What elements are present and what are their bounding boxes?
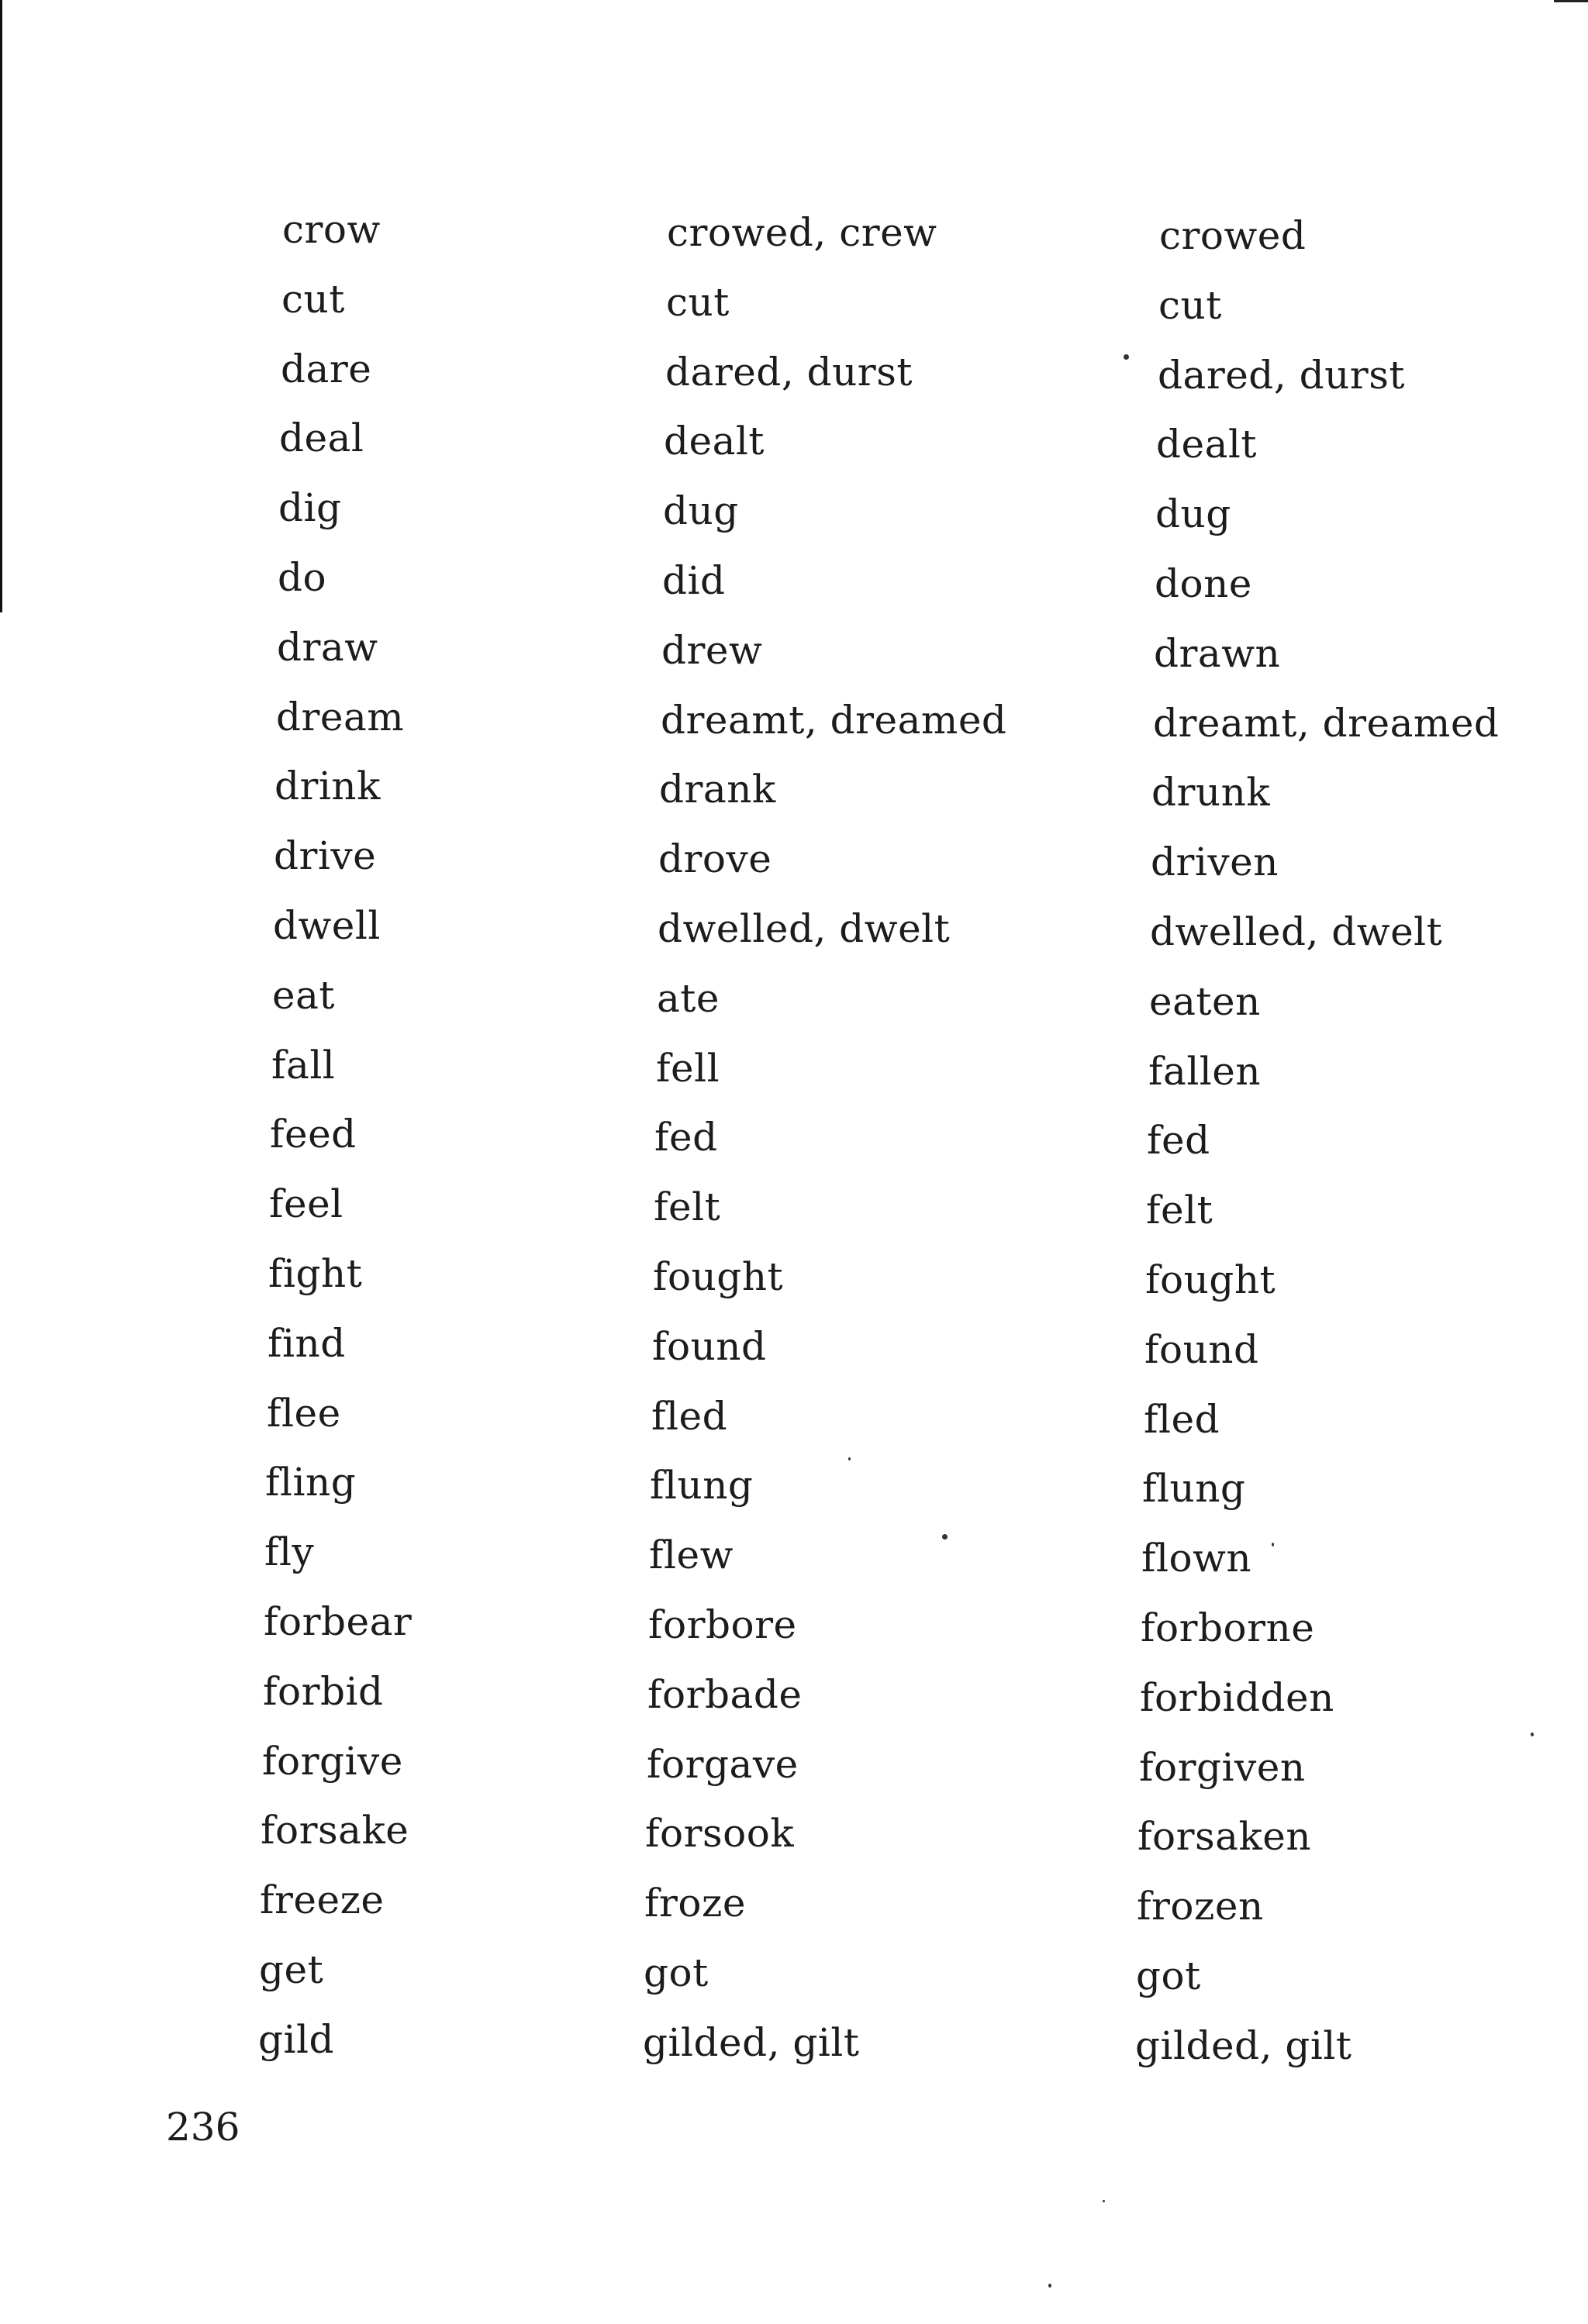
page-number: 236 — [166, 2105, 240, 2150]
base-form: fall — [271, 1042, 336, 1088]
print-speck — [1531, 1733, 1534, 1736]
base-form: drive — [274, 833, 377, 879]
past-tense: forsook — [645, 1811, 795, 1857]
verb-row — [248, 1738, 1551, 1800]
past-tense: flung — [650, 1463, 754, 1509]
base-form: find — [268, 1320, 346, 1366]
past-tense: fled — [651, 1393, 728, 1439]
base-form: forsake — [261, 1808, 409, 1853]
past-participle: dealt — [1156, 422, 1257, 467]
past-participle: fought — [1145, 1257, 1276, 1302]
past-participle: got — [1136, 1953, 1201, 1998]
past-participle: flown — [1141, 1536, 1252, 1581]
verb-row — [248, 276, 1551, 338]
base-form: deal — [279, 415, 364, 461]
print-speck — [1048, 2284, 1051, 2288]
past-participle: cut — [1158, 282, 1222, 328]
base-form: flee — [267, 1390, 341, 1436]
past-participle: found — [1144, 1326, 1259, 1372]
past-tense: cut — [666, 279, 730, 325]
verb-row — [248, 763, 1551, 825]
verb-row — [248, 972, 1551, 1034]
past-tense: drove — [658, 836, 772, 882]
past-tense: dug — [663, 488, 739, 534]
base-form: gild — [258, 2016, 334, 2062]
base-form: drink — [274, 764, 381, 809]
past-participle: forgiven — [1139, 1744, 1306, 1790]
verb-row — [248, 1111, 1551, 1173]
verb-row — [248, 554, 1551, 616]
past-tense: fed — [654, 1115, 718, 1160]
print-speck — [1124, 354, 1129, 360]
verb-row — [248, 1459, 1551, 1521]
print-speck — [942, 1534, 948, 1540]
verb-row — [248, 902, 1551, 964]
past-participle: crowed — [1159, 213, 1307, 258]
base-form: fly — [264, 1529, 315, 1575]
past-tense: got — [644, 1950, 709, 1995]
past-tense: felt — [654, 1184, 721, 1230]
past-participle: forsaken — [1137, 1814, 1312, 1860]
base-form: do — [278, 555, 327, 600]
past-tense: forbore — [648, 1602, 797, 1647]
past-participle: flung — [1142, 1466, 1246, 1512]
past-participle: frozen — [1137, 1884, 1264, 1929]
verb-row — [248, 1598, 1551, 1660]
past-tense: dealt — [664, 419, 765, 464]
base-form: forbear — [264, 1599, 413, 1644]
past-tense: dreamt, dreamed — [661, 697, 1007, 743]
past-participle: eaten — [1149, 978, 1261, 1024]
past-participle: dwelled, dwelt — [1150, 909, 1443, 954]
base-form: dig — [278, 485, 342, 531]
past-tense: drew — [661, 627, 763, 673]
base-form: forgive — [262, 1738, 403, 1784]
verb-row — [248, 206, 1551, 268]
base-form: dare — [281, 346, 372, 391]
past-participle: drunk — [1151, 770, 1271, 815]
base-form: eat — [272, 972, 335, 1018]
base-form: fling — [265, 1460, 357, 1505]
verb-row — [248, 1390, 1551, 1452]
past-participle: forborne — [1141, 1605, 1315, 1650]
past-participle: dared, durst — [1158, 352, 1405, 398]
past-tense: dared, durst — [665, 349, 913, 395]
verb-row — [248, 1668, 1551, 1730]
past-tense: forgave — [647, 1741, 799, 1787]
past-participle: dreamt, dreamed — [1153, 700, 1500, 746]
base-form: draw — [277, 624, 378, 670]
base-form: feel — [269, 1181, 343, 1227]
past-participle: drawn — [1154, 630, 1281, 676]
past-tense: forbade — [647, 1671, 803, 1717]
print-speck — [848, 1457, 851, 1460]
past-participle: fled — [1144, 1396, 1220, 1442]
past-participle: forbidden — [1140, 1674, 1334, 1720]
corner-mark — [1554, 0, 1588, 2]
past-tense: fought — [653, 1254, 784, 1299]
base-form: dwell — [273, 903, 381, 948]
verb-row — [248, 484, 1551, 547]
past-tense: crowed, crew — [667, 210, 937, 255]
past-participle: dug — [1155, 491, 1231, 537]
past-tense: gilded, gilt — [643, 2019, 860, 2065]
past-tense: did — [662, 558, 726, 603]
base-form: crow — [282, 207, 381, 252]
base-form: cut — [281, 276, 345, 322]
verb-row — [248, 2016, 1551, 2078]
verb-row — [248, 833, 1551, 895]
verb-row — [248, 1181, 1551, 1243]
past-tense: flew — [649, 1533, 734, 1578]
past-participle: gilded, gilt — [1135, 2022, 1352, 2068]
past-tense: ate — [657, 975, 720, 1021]
binding-edge — [0, 0, 2, 612]
past-tense: found — [652, 1323, 767, 1369]
base-form: get — [259, 1947, 324, 1992]
verb-row — [248, 1807, 1551, 1869]
past-tense: froze — [644, 1881, 746, 1926]
verb-row — [248, 1946, 1551, 2009]
past-participle: felt — [1146, 1188, 1213, 1233]
past-tense: dwelled, dwelt — [658, 906, 951, 951]
past-participle: fallen — [1148, 1048, 1262, 1094]
verb-row — [248, 1529, 1551, 1591]
verb-row — [248, 346, 1551, 408]
verb-row — [248, 1250, 1551, 1312]
verb-row — [248, 1877, 1551, 1939]
verb-row — [248, 694, 1551, 756]
verb-row — [248, 415, 1551, 477]
past-participle: driven — [1151, 840, 1279, 885]
base-form: freeze — [260, 1877, 385, 1923]
print-speck — [1103, 2200, 1105, 2202]
past-tense: drank — [659, 767, 776, 812]
verb-row — [248, 1042, 1551, 1104]
past-participle: fed — [1147, 1118, 1210, 1164]
base-form: fight — [268, 1251, 363, 1296]
past-tense: fell — [656, 1045, 720, 1091]
verb-row — [248, 1320, 1551, 1382]
past-participle: done — [1155, 561, 1252, 606]
base-form: feed — [270, 1112, 357, 1157]
print-speck — [1272, 1543, 1274, 1546]
base-form: forbid — [263, 1668, 384, 1714]
base-form: dream — [276, 694, 405, 740]
verb-row — [248, 624, 1551, 686]
